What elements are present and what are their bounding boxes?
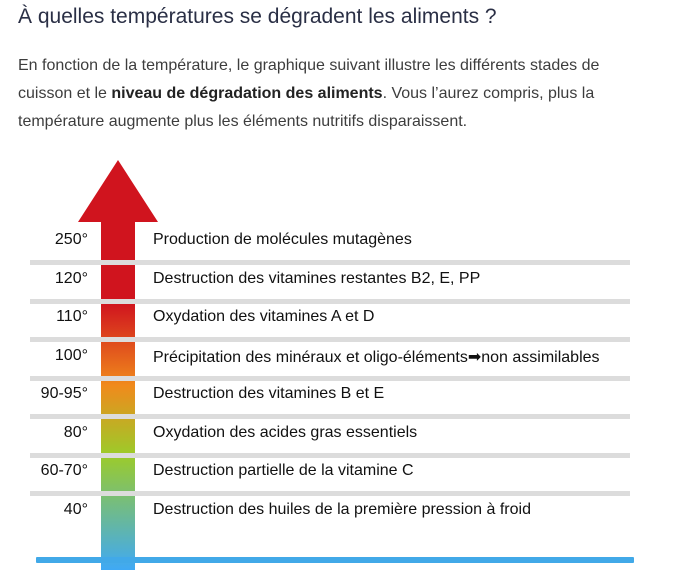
degradation-description: Oxydation des acides gras essentiels [153,423,418,441]
intro-paragraph [18,52,658,136]
list-item [0,263,683,301]
intro-text-bold: niveau de dégradation des aliments [111,85,383,102]
temperature-chart [0,150,683,570]
list-item [0,494,683,532]
list-item [0,224,683,262]
degradation-description: Destruction des huiles de la première pression à froid [153,500,531,518]
intro-text-end: . Vous l’aurez compris, plus la température augmente plus les éléments nutritifs disparaissent. [18,85,595,130]
list-item [0,417,683,455]
temperature-label: 60-70° [40,462,88,479]
chart-baseline [36,557,634,563]
degradation-description: Précipitation des minéraux et oligo-éléments➡non assimilables [153,348,600,366]
degradation-description: Destruction des vitamines restantes B2, E, PP [153,269,481,287]
degradation-description: Production de molécules mutagènes [153,231,412,248]
temperature-label: 120° [54,269,88,287]
temperature-label: 40° [63,500,88,518]
list-item [0,378,683,416]
intro-text-start: En fonction de la température, le graphique suivant illustre les différents stades de cuisson et le [18,57,600,102]
temperature-label: 250° [54,231,88,248]
list-item [0,301,683,339]
temperature-label: 100° [54,346,88,364]
degradation-description: Destruction partielle de la vitamine C [153,462,414,479]
temperature-label: 80° [63,423,88,441]
temperature-label: 90-95° [40,385,88,402]
temperature-label: 110° [56,308,88,325]
list-item [0,455,683,493]
degradation-description: Destruction des vitamines B et E [153,385,385,402]
page-title: À quelles températures se dégradent les aliments ? [18,5,497,28]
degradation-description: Oxydation des vitamines A et D [153,308,375,325]
list-item [0,340,683,378]
